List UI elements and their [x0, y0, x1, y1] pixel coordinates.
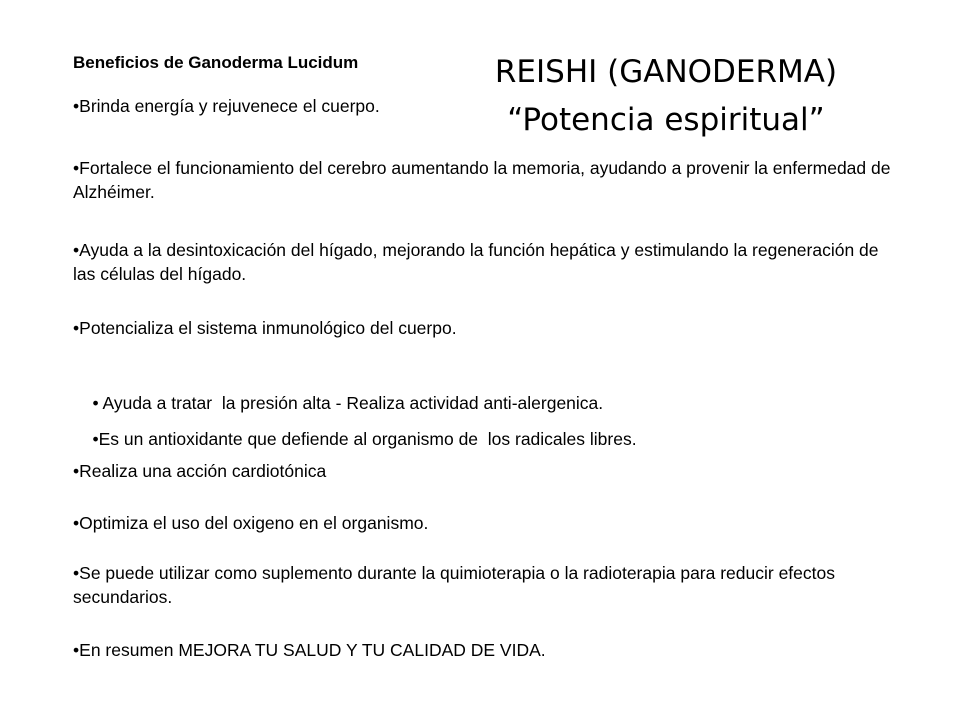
bullet-text: Brinda energía y rejuvenece el cuerpo.: [79, 96, 380, 116]
bullet-icon: •: [73, 513, 80, 533]
bullet-text: Ayuda a la desintoxicación del hígado, mejorando la función hepática y estimulando la regeneración de las células del hígado.: [73, 240, 879, 284]
bullet-item-cerebro: [73, 156, 893, 204]
slide-title-line-2: “Potencia espiritual”: [507, 102, 825, 138]
section-heading: Beneficios de Ganoderma Lucidum: [73, 53, 359, 72]
bullet-item-resumen: [73, 638, 893, 662]
bullet-text: Ayuda a tratar la presión alta - Realiza actividad anti-alergenica.: [98, 393, 604, 413]
bullet-icon: •: [73, 640, 80, 660]
bullet-text: Es un antioxidante que defiende al organismo de los radicales libres.: [98, 429, 637, 449]
bullet-text: Optimiza el uso del oxigeno en el organismo.: [79, 513, 429, 533]
bullet-item-higado: [73, 238, 893, 286]
bullet-icon: •: [73, 318, 80, 338]
bullet-text: Se puede utilizar como suplemento durante la quimioterapia o la radioterapia para reducir efectos secundarios.: [73, 563, 835, 607]
bullet-item-inmunologico: [73, 316, 893, 340]
bullet-text: Realiza una acción cardiotónica: [79, 461, 327, 481]
slide-title-line-1: REISHI (GANODERMA): [494, 54, 838, 90]
bullet-icon: •: [73, 563, 80, 583]
bullet-icon: •: [92, 393, 99, 413]
bullet-icon: •: [73, 461, 80, 481]
bullet-text: En resumen MEJORA TU SALUD Y TU CALIDAD DE VIDA.: [79, 640, 546, 660]
bullet-text: Fortalece el funcionamiento del cerebro aumentando la memoria, ayudando a provenir la enfermedad de Alzhéimer.: [73, 158, 891, 202]
bullet-icon: •: [73, 158, 80, 178]
bullet-icon: •: [73, 96, 80, 116]
bullet-item-oxigeno: [73, 511, 893, 535]
bullet-text: Potencializa el sistema inmunológico del cuerpo.: [79, 318, 457, 338]
bullet-item-quimioterapia: [73, 561, 893, 609]
bullet-item-cardiotonica: [73, 459, 893, 483]
bullet-icon: •: [73, 240, 80, 260]
bullet-item-energia: [73, 94, 893, 118]
bullet-icon: •: [92, 429, 99, 449]
